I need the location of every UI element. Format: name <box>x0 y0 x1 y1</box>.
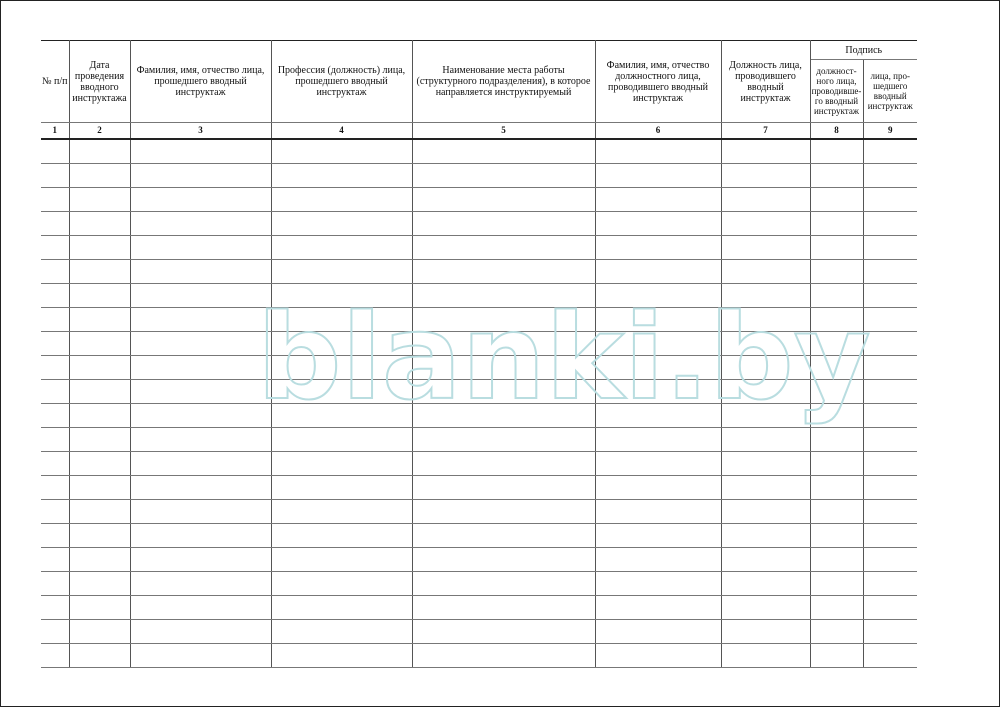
table-cell[interactable] <box>130 428 271 452</box>
table-cell[interactable] <box>863 620 917 644</box>
table-cell[interactable] <box>412 500 595 524</box>
table-cell[interactable] <box>721 500 810 524</box>
table-cell[interactable] <box>595 524 721 548</box>
table-row <box>41 284 917 308</box>
table-cell[interactable] <box>69 236 130 260</box>
table-cell[interactable] <box>721 356 810 380</box>
table-cell[interactable] <box>595 380 721 404</box>
column-number: 9 <box>863 123 917 140</box>
table-cell[interactable] <box>41 404 69 428</box>
table-cell[interactable] <box>41 596 69 620</box>
table-cell[interactable] <box>721 524 810 548</box>
table-cell[interactable] <box>271 212 412 236</box>
table-cell[interactable] <box>595 548 721 572</box>
column-number-row <box>41 123 917 140</box>
table-cell[interactable] <box>721 620 810 644</box>
table-cell[interactable] <box>41 260 69 284</box>
table-cell[interactable] <box>41 620 69 644</box>
table-row <box>41 356 917 380</box>
table-cell[interactable] <box>810 644 863 668</box>
table-cell[interactable] <box>130 188 271 212</box>
table-cell[interactable] <box>41 548 69 572</box>
table-cell[interactable] <box>412 548 595 572</box>
table-cell[interactable] <box>41 356 69 380</box>
table-cell[interactable] <box>595 404 721 428</box>
table-cell[interactable] <box>271 356 412 380</box>
table-cell[interactable] <box>41 188 69 212</box>
table-cell[interactable] <box>810 308 863 332</box>
table-cell[interactable] <box>863 524 917 548</box>
table-cell[interactable] <box>412 356 595 380</box>
header-workplace: Наименование места работы (структурного подразделения), в которое направляется инструктируемый <box>412 41 595 123</box>
table-cell[interactable] <box>412 572 595 596</box>
table-cell[interactable] <box>130 548 271 572</box>
table-row <box>41 404 917 428</box>
table-cell[interactable] <box>595 572 721 596</box>
table-cell[interactable] <box>412 332 595 356</box>
table-cell[interactable] <box>130 356 271 380</box>
table-cell[interactable] <box>863 380 917 404</box>
table-cell[interactable] <box>721 236 810 260</box>
table-cell[interactable] <box>412 139 595 164</box>
header-signature-group: Подпись <box>810 41 917 60</box>
table-cell[interactable] <box>271 164 412 188</box>
instruction-journal-table <box>41 40 917 668</box>
table-cell[interactable] <box>863 308 917 332</box>
table-cell[interactable] <box>130 212 271 236</box>
table-cell[interactable] <box>863 428 917 452</box>
table-cell[interactable] <box>69 596 130 620</box>
table-cell[interactable] <box>69 284 130 308</box>
table-cell[interactable] <box>130 572 271 596</box>
watermark-text: blanki.by <box>257 288 871 426</box>
table-cell[interactable] <box>863 596 917 620</box>
table-cell[interactable] <box>271 332 412 356</box>
table-cell[interactable] <box>721 188 810 212</box>
table-cell[interactable] <box>810 212 863 236</box>
table-row <box>41 188 917 212</box>
table-cell[interactable] <box>810 548 863 572</box>
table-row <box>41 164 917 188</box>
table-cell[interactable] <box>69 476 130 500</box>
table-cell[interactable] <box>595 644 721 668</box>
table-cell[interactable] <box>863 404 917 428</box>
table-cell[interactable] <box>69 260 130 284</box>
table-cell[interactable] <box>130 260 271 284</box>
table-cell[interactable] <box>863 164 917 188</box>
column-number: 4 <box>271 123 412 140</box>
table-cell[interactable] <box>595 284 721 308</box>
table-cell[interactable] <box>595 500 721 524</box>
header-instructor-position: Должность лица, проводившего вводный инструктаж <box>721 41 810 123</box>
table-cell[interactable] <box>271 236 412 260</box>
table-row <box>41 308 917 332</box>
table-cell[interactable] <box>810 380 863 404</box>
table-cell[interactable] <box>271 139 412 164</box>
table-cell[interactable] <box>69 428 130 452</box>
table-cell[interactable] <box>41 284 69 308</box>
table-cell[interactable] <box>810 284 863 308</box>
table-cell[interactable] <box>130 476 271 500</box>
table-cell[interactable] <box>863 212 917 236</box>
table-cell[interactable] <box>69 620 130 644</box>
table-cell[interactable] <box>810 260 863 284</box>
table-cell[interactable] <box>41 476 69 500</box>
header-instructor-name: Фамилия, имя, отчество должностного лица, проводившего вводный инструктаж <box>595 41 721 123</box>
table-cell[interactable] <box>271 500 412 524</box>
table-cell[interactable] <box>271 284 412 308</box>
table-cell[interactable] <box>271 596 412 620</box>
table-cell[interactable] <box>69 404 130 428</box>
table-cell[interactable] <box>810 332 863 356</box>
header-trainee-name: Фамилия, имя, отчество лица, прошедшего вводный инструктаж <box>130 41 271 123</box>
table-row <box>41 452 917 476</box>
table-cell[interactable] <box>41 308 69 332</box>
table-cell[interactable] <box>595 164 721 188</box>
table-cell[interactable] <box>721 404 810 428</box>
header-number: № п/п <box>41 41 69 123</box>
table-row <box>41 139 917 164</box>
table-cell[interactable] <box>69 332 130 356</box>
table-cell[interactable] <box>810 236 863 260</box>
table-cell[interactable] <box>810 164 863 188</box>
table-cell[interactable] <box>412 188 595 212</box>
table-cell[interactable] <box>271 188 412 212</box>
table-cell[interactable] <box>721 548 810 572</box>
table-cell[interactable] <box>595 356 721 380</box>
table-cell[interactable] <box>721 308 810 332</box>
table-cell[interactable] <box>595 596 721 620</box>
table-cell[interactable] <box>271 476 412 500</box>
table-cell[interactable] <box>721 452 810 476</box>
table-cell[interactable] <box>130 332 271 356</box>
table-cell[interactable] <box>41 212 69 236</box>
table-row <box>41 500 917 524</box>
table-cell[interactable] <box>271 620 412 644</box>
table-cell[interactable] <box>69 548 130 572</box>
table-cell[interactable] <box>130 284 271 308</box>
table-cell[interactable] <box>271 308 412 332</box>
header-trainee-profession: Профессия (должность) лица, прошедшего вводный инструктаж <box>271 41 412 123</box>
table-row <box>41 260 917 284</box>
table-cell[interactable] <box>412 164 595 188</box>
table-cell[interactable] <box>130 644 271 668</box>
table-cell[interactable] <box>863 188 917 212</box>
header-trainee-signature: лица, прошедшего вводный инструктаж <box>863 60 917 123</box>
table-cell[interactable] <box>130 404 271 428</box>
table-cell[interactable] <box>130 524 271 548</box>
table-cell[interactable] <box>810 139 863 164</box>
table-cell[interactable] <box>595 620 721 644</box>
table-cell[interactable] <box>721 260 810 284</box>
table-cell[interactable] <box>412 476 595 500</box>
table-cell[interactable] <box>721 596 810 620</box>
table-row <box>41 572 917 596</box>
table-cell[interactable] <box>721 572 810 596</box>
table-cell[interactable] <box>130 596 271 620</box>
table-cell[interactable] <box>863 332 917 356</box>
table-cell[interactable] <box>721 164 810 188</box>
table-cell[interactable] <box>271 572 412 596</box>
table-cell[interactable] <box>130 236 271 260</box>
table-cell[interactable] <box>41 139 69 164</box>
column-number: 5 <box>412 123 595 140</box>
table-cell[interactable] <box>130 452 271 476</box>
table-cell[interactable] <box>130 164 271 188</box>
table-cell[interactable] <box>271 260 412 284</box>
table-cell[interactable] <box>271 548 412 572</box>
table-cell[interactable] <box>69 500 130 524</box>
table-cell[interactable] <box>41 380 69 404</box>
table-row <box>41 428 917 452</box>
header-date: Дата проведения вводного инструктажа <box>69 41 130 123</box>
table-row <box>41 380 917 404</box>
table-cell[interactable] <box>810 572 863 596</box>
table-cell[interactable] <box>69 308 130 332</box>
table-cell[interactable] <box>130 308 271 332</box>
table-cell[interactable] <box>271 404 412 428</box>
table-cell[interactable] <box>69 212 130 236</box>
table-cell[interactable] <box>810 188 863 212</box>
table-cell[interactable] <box>412 596 595 620</box>
column-number: 7 <box>721 123 810 140</box>
table-cell[interactable] <box>863 452 917 476</box>
table-cell[interactable] <box>595 452 721 476</box>
table-cell[interactable] <box>863 500 917 524</box>
table-cell[interactable] <box>863 644 917 668</box>
table-cell[interactable] <box>130 380 271 404</box>
table-cell[interactable] <box>69 356 130 380</box>
table-cell[interactable] <box>271 452 412 476</box>
table-cell[interactable] <box>271 428 412 452</box>
table-cell[interactable] <box>41 332 69 356</box>
table-cell[interactable] <box>130 139 271 164</box>
column-number: 3 <box>130 123 271 140</box>
table-cell[interactable] <box>810 404 863 428</box>
table-cell[interactable] <box>412 404 595 428</box>
table-cell[interactable] <box>412 212 595 236</box>
table-cell[interactable] <box>721 284 810 308</box>
table-cell[interactable] <box>412 236 595 260</box>
table-cell[interactable] <box>41 236 69 260</box>
journal-body <box>41 139 917 668</box>
table-cell[interactable] <box>721 428 810 452</box>
table-cell[interactable] <box>721 212 810 236</box>
table-cell[interactable] <box>41 644 69 668</box>
table-cell[interactable] <box>595 212 721 236</box>
table-cell[interactable] <box>810 620 863 644</box>
table-cell[interactable] <box>595 139 721 164</box>
table-cell[interactable] <box>863 284 917 308</box>
table-cell[interactable] <box>412 644 595 668</box>
header-instructor-signature: должностного лица, проводившего вводный инструктаж <box>810 60 863 123</box>
table-cell[interactable] <box>69 644 130 668</box>
table-row <box>41 476 917 500</box>
table-cell[interactable] <box>595 188 721 212</box>
column-number: 8 <box>810 123 863 140</box>
table-cell[interactable] <box>69 452 130 476</box>
table-cell[interactable] <box>863 572 917 596</box>
table-cell[interactable] <box>595 260 721 284</box>
table-cell[interactable] <box>721 476 810 500</box>
table-cell[interactable] <box>595 476 721 500</box>
table-cell[interactable] <box>810 428 863 452</box>
table-cell[interactable] <box>69 572 130 596</box>
table-cell[interactable] <box>41 572 69 596</box>
table-row <box>41 596 917 620</box>
table-cell[interactable] <box>595 428 721 452</box>
table-cell[interactable] <box>863 260 917 284</box>
table-cell[interactable] <box>810 596 863 620</box>
table-row <box>41 236 917 260</box>
table-cell[interactable] <box>412 428 595 452</box>
table-cell[interactable] <box>412 260 595 284</box>
table-cell[interactable] <box>721 644 810 668</box>
table-cell[interactable] <box>69 139 130 164</box>
table-cell[interactable] <box>863 139 917 164</box>
table-cell[interactable] <box>863 548 917 572</box>
table-cell[interactable] <box>863 356 917 380</box>
table-row <box>41 332 917 356</box>
table-cell[interactable] <box>810 500 863 524</box>
table-cell[interactable] <box>810 452 863 476</box>
table-cell[interactable] <box>863 236 917 260</box>
table-cell[interactable] <box>412 524 595 548</box>
table-cell[interactable] <box>412 380 595 404</box>
table-row <box>41 524 917 548</box>
table-cell[interactable] <box>412 308 595 332</box>
table-cell[interactable] <box>130 500 271 524</box>
table-cell[interactable] <box>412 620 595 644</box>
table-cell[interactable] <box>41 524 69 548</box>
table-cell[interactable] <box>41 428 69 452</box>
table-row <box>41 620 917 644</box>
table-cell[interactable] <box>271 644 412 668</box>
table-cell[interactable] <box>721 332 810 356</box>
table-cell[interactable] <box>412 284 595 308</box>
column-number: 6 <box>595 123 721 140</box>
table-cell[interactable] <box>69 524 130 548</box>
table-cell[interactable] <box>69 188 130 212</box>
table-cell[interactable] <box>271 524 412 548</box>
table-cell[interactable] <box>810 476 863 500</box>
table-cell[interactable] <box>412 452 595 476</box>
table-cell[interactable] <box>810 524 863 548</box>
table-cell[interactable] <box>41 452 69 476</box>
table-row <box>41 644 917 668</box>
table-cell[interactable] <box>41 164 69 188</box>
table-cell[interactable] <box>595 236 721 260</box>
table-cell[interactable] <box>69 164 130 188</box>
table-cell[interactable] <box>130 620 271 644</box>
column-number: 2 <box>69 123 130 140</box>
table-cell[interactable] <box>810 356 863 380</box>
table-cell[interactable] <box>863 476 917 500</box>
table-cell[interactable] <box>41 500 69 524</box>
table-cell[interactable] <box>595 332 721 356</box>
table-row <box>41 548 917 572</box>
column-number: 1 <box>41 123 69 140</box>
table-cell[interactable] <box>595 308 721 332</box>
table-cell[interactable] <box>69 380 130 404</box>
table-row <box>41 212 917 236</box>
table-cell[interactable] <box>271 380 412 404</box>
table-cell[interactable] <box>721 139 810 164</box>
table-cell[interactable] <box>721 380 810 404</box>
